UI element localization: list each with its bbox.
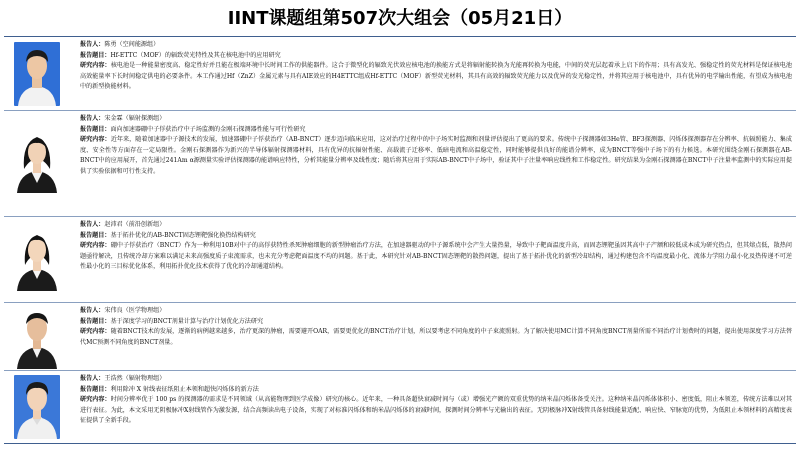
report-text [76,111,796,216]
content-label: 研究内容： [80,136,111,144]
report-topic: 基于拓扑优化的AB-BNCT固态锂靶强化换热结构研究 [110,231,256,239]
reporter-name: 赵沛君（前沿创新组） [104,221,166,228]
reporter-label: 报告人： [80,41,105,48]
report-row [4,217,796,303]
content-label: 研究内容： [80,396,111,404]
reporter-name: 宋金霖（辐射探测组） [104,115,166,122]
topic-label: 报告题目： [80,385,111,393]
reporter-photo [14,227,60,291]
report-row [4,111,796,217]
report-text [76,37,796,110]
topic-label: 报告题目： [80,317,111,325]
report-topic: 利用除冲 X 射线表征纸阻止本领和超快闪烁体的新方法 [110,385,259,393]
report-topic: 基于深度学习的BNCT剂量计算与治疗计划优化方法研究 [110,317,264,325]
report-text [76,303,796,370]
report-content: 时间分辨率优于 100 ps 的探测器的需求是不同领域（从高能物理到医学成像）研究的核心。近年来，一种具备超快衰减时间与（或）增强光产额的双重优势的纳米晶闪烁体备受关注。这种纳米晶闪烁体体积小、密度低，阻止本领差，传统方法难以对其进行表征。为此，本文采用无阴极脉冲X射线管作为激发源，结合高频读出电子设备，实现了对标准闪烁体和纳米晶闪烁体的衰减时间，探测时间分辨率与光输出的表征。无阴极脉冲X射线管具备射线能量适配、响应快、窄脉宽的优势，为低阻止本领材料的高精度表征提供了全新手段。 [80,396,793,425]
report-table [4,36,796,444]
report-text [76,217,796,302]
photo-cell [4,371,76,445]
report-row [4,371,796,445]
page-title: IINT课题组第507次大组会（05月21日） [227,8,573,29]
content-label: 研究内容： [80,62,111,70]
report-row [4,303,796,371]
photo-cell [4,37,76,110]
topic-label: 报告题目： [80,231,111,239]
reporter-label: 报告人： [80,307,105,314]
report-content: 随着BNCT技术的发展，逐渐的病例越来越多，治疗更深的肿瘤，需要避开OAR，需要更优化的BNCT治疗计划，所以要考虑不同角度的中子束流照射。为了解决使用MC计算不同角度BNCT剂量所需不同治疗计划费时的问题，提出使用深度学习方法替代MC预测不同角度的BNCT剂量。 [80,328,793,346]
reporter-photo [14,129,60,193]
reporter-label: 报告人： [80,221,105,228]
topic-label: 报告题目： [80,125,111,133]
report-row [4,37,796,111]
reporter-photo [14,375,60,439]
reporter-name: 陈勇（空间能源组） [104,41,160,48]
reporter-label: 报告人： [80,115,105,122]
report-content: 核电池是一种能量密度高、稳定性好并且能在极端环境中长时间工作的供能器件。这合于微型化的辐致光伏效应核电池的换能方式是将辐射能转换为光能再转换为电能，中间的荧光层起着承上启下的作用；具有高发光、强稳定性的荧光材料是保证核电池高效能量率下长时间稳定供电的必要条件。本工作通过Hf（ZnZ）金属元素与具有AIE效应的H4ETTC组成Hf-ETTC（MOF）新型荧光材料，其具有高效的辐致荧光能力以及优异的发光稳定性，并将其应用于核电池中，具有优异的电学输出性能，有望成为核电池中的新型换能材料。 [80,62,793,91]
content-label: 研究内容： [80,242,111,250]
photo-cell [4,217,76,302]
report-topic: Hf-ETTC（MOF）的辐致荧光特性及其在核电池中的应用研究 [110,51,281,59]
photo-cell [4,111,76,216]
topic-label: 报告题目： [80,51,111,59]
report-topic: 面向加速器硼中子俘获治疗中子场监测的金刚石探测器性能与可行性研究 [110,125,306,133]
report-text [76,371,796,445]
photo-cell [4,303,76,370]
report-content: 近年来，随着加速器中子源技术的发展，加速器硼中子俘获治疗（AB-BNCT）逐步迈向临床应用，这对治疗过程中的中子场实时监测和剂量评估提出了更高的要求。传统中子探测器如3He管、BF3探测器、闪烁体探测器存在分辨率、抗辐照能力、集成度、安全性等方面存在一定局限性。金刚石探测器作为新兴的半导体辐射探测器材料，具有优异的抗辐射性能、高载流子迁移率、低暗电流和高温稳定性，同时能够提供良好的能谱分辨率，成为BNCT等强中子场下的有力候选。本研究围绕金刚石探测器在AB-BNCT中的应用展开，首先通过241Am α源测量实验评估探测器的能谱响应特性，分析其能量分辨率及线性度；随后将其应用于实际AB-BNCT中子场中，验证其中子注量率响应线性和工作稳定性。研究结果为金刚石探测器在BNCT中子注量率监测中的实际应用提供了实验依据和可行性支持。 [80,136,793,175]
reporter-photo [14,42,60,106]
reporter-name: 宋伟良（医学物理组） [104,307,166,314]
reporter-photo [14,305,60,369]
reporter-name: 王浩然（辐射物理组） [104,375,166,382]
report-content: 硼中子俘获治疗（BNCT）作为一种利用10B对中子的高俘获特性杀死肿瘤细胞的新型肿瘤治疗方法，在加速器驱动的中子源系统中会产生大量热量，导致中子靶面温度升高，而固态锂靶虽因其高中子产额和较低成本成为研究热点，但其熔点低，散热问题亟待解决，且传统冷却方案难以满足未来高强度质子束流需求，也未充分考虑靶面温度不均的问题。基于此，本研究针对AB-BNCT固态锂靶的散热问题，提出了基于拓扑优化的新型冷却结构，通过构建包含不均温度最小化、流体力学阻力最小化及热传递不可逆性最小化的三目标优化体系，利用拓扑优化技术获得了优化的冷却通道结构。 [80,242,792,271]
reporter-label: 报告人： [80,375,105,382]
content-label: 研究内容： [80,328,111,336]
